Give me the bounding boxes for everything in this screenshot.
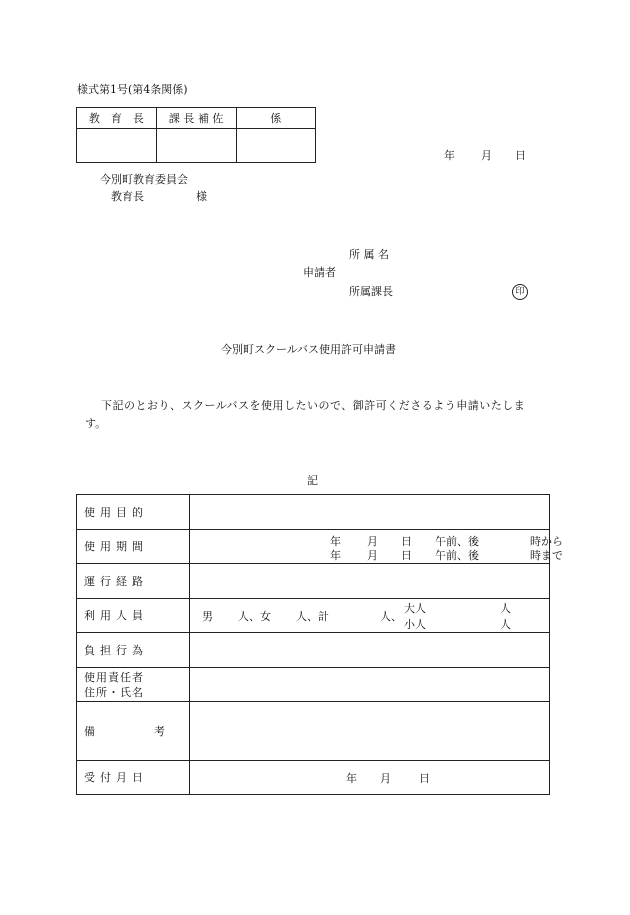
addressee-org: 今別町教育委員会 [100,173,188,186]
period-start-day: 日 [401,535,412,548]
period-start-year: 年 [330,535,341,548]
field-remarks[interactable] [190,702,550,761]
approval-stamp-superintendent[interactable] [77,129,157,163]
approval-header-superintendent: 教 育 長 [77,108,157,129]
users-adult-label: 大人 [404,602,426,615]
row-period [77,530,550,564]
period-start-ampm: 午前、後 [435,535,479,548]
approval-stamp-deputy-chief[interactable] [156,129,236,163]
users-child-unit: 人 [500,618,511,631]
label-receipt: 受付月日 [77,761,190,795]
row-purpose [77,495,550,530]
receipt-month: 月 [380,772,391,785]
users-female-label: 人、女 [238,610,271,623]
row-receipt [77,761,550,795]
field-receipt[interactable] [190,761,550,795]
period-end-ampm: 午前、後 [435,549,479,562]
label-route: 運行経路 [77,564,190,599]
date-month-label: 月 [481,149,492,162]
users-persons-label: 人、 [380,610,402,623]
label-burden: 負担行為 [77,633,190,668]
users-male-label: 男 [202,610,213,623]
label-responsible [77,668,190,702]
field-route[interactable] [190,564,550,599]
receipt-day: 日 [419,772,430,785]
row-users [77,599,550,633]
label-remarks: 備 考 [77,702,190,761]
receipt-year: 年 [346,772,357,785]
label-users: 利用人員 [77,599,190,633]
seal-char: 印 [515,286,525,297]
body-text-line1: 下記のとおり、スクールバスを使用したいので、御許可くださるよう申請いたしま [101,399,526,412]
period-start-suffix: 時から [530,535,563,548]
section-chief-label: 所属課長 [349,285,393,298]
approval-header-deputy-chief: 課 長 補 佐 [156,108,236,129]
body-text-line2: す。 [85,417,107,430]
date-day-label: 日 [515,149,526,162]
users-child-label: 小人 [404,618,426,631]
row-burden [77,633,550,668]
users-adult-unit: 人 [500,602,511,615]
period-start-month: 月 [367,535,378,548]
users-total-label: 人、計 [296,610,329,623]
form-number: 様式第1号(第4条関係) [77,83,188,96]
seal-mark [512,284,528,300]
label-responsible-line2: 住所・氏名 [84,685,144,699]
field-period[interactable] [190,530,563,564]
row-remarks [77,702,550,761]
ki-heading: 記 [307,474,318,487]
approval-header-staff: 係 [236,108,315,129]
row-route [77,564,550,599]
approval-stamp-table [76,107,316,163]
label-period: 使用期間 [77,530,190,564]
addressee-title: 教育長 [111,190,144,203]
field-users[interactable] [190,599,550,633]
approval-stamp-staff[interactable] [236,129,315,163]
period-end-suffix: 時まで [530,549,563,562]
period-end-day: 日 [401,549,412,562]
date-year-label: 年 [444,149,455,162]
application-details-table [76,494,563,795]
period-end-year: 年 [330,549,341,562]
field-burden[interactable] [190,633,550,668]
row-responsible [77,668,550,702]
period-end-month: 月 [367,549,378,562]
field-responsible[interactable] [190,668,550,702]
document-title: 今別町スクールバス使用許可申請書 [221,343,397,356]
applicant-label: 申請者 [303,266,336,279]
field-purpose[interactable] [190,495,550,530]
affiliation-label: 所 属 名 [349,248,389,261]
label-responsible-line1: 使用責任者 [84,670,144,684]
label-purpose: 使用目的 [77,495,190,530]
addressee-honorific: 様 [196,190,207,203]
